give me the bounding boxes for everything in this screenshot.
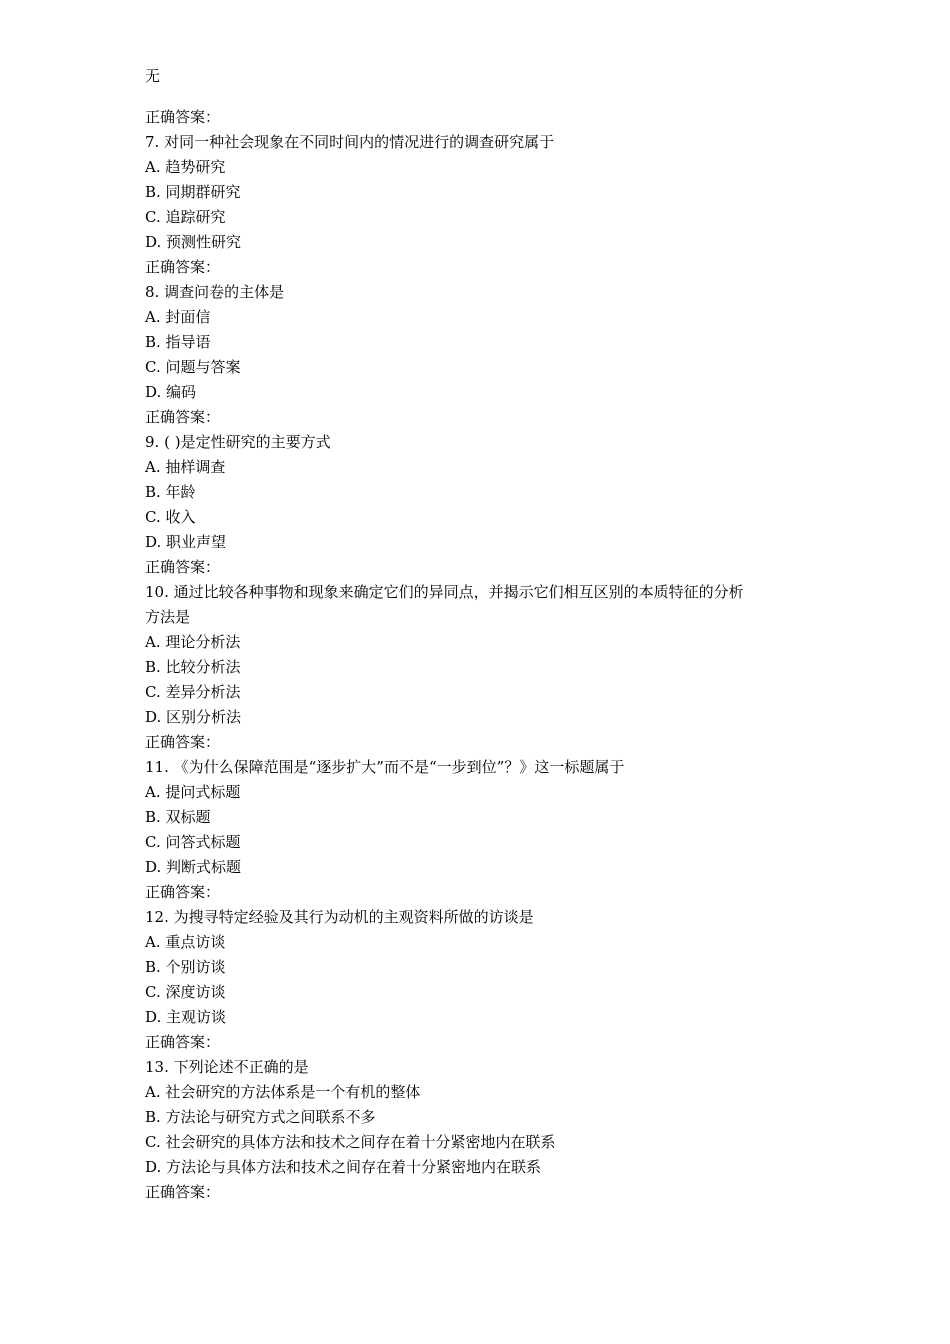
- question-text: 《为什么保障范围是“逐步扩大”而不是“一步到位”？》这一标题属于: [173, 758, 625, 776]
- option-d: D. 预测性研究: [145, 233, 242, 251]
- question-text: ( )是定性研究的主要方式: [164, 433, 331, 451]
- question-text: 通过比较各种事物和现象来确定它们的异同点，并揭示它们相互区别的本质特征的分析: [173, 583, 744, 601]
- answer-label: 正确答案：: [145, 108, 221, 126]
- answer-label: 正确答案：: [145, 408, 221, 426]
- answer-label: 正确答案：: [145, 258, 221, 276]
- question-number: 10.: [145, 583, 169, 601]
- option-c: C. 差异分析法: [145, 683, 241, 701]
- option-c: C. 问题与答案: [145, 358, 241, 376]
- option-a: A. 重点访谈: [145, 933, 226, 951]
- option-b: B. 个别访谈: [145, 958, 226, 976]
- question-number: 11.: [145, 758, 169, 776]
- question-number: 7.: [145, 133, 160, 151]
- answer-label: 正确答案：: [145, 1033, 221, 1051]
- option-a: A. 封面信: [145, 308, 211, 326]
- answer-label: 正确答案：: [145, 733, 221, 751]
- question-12-stem: [145, 905, 825, 930]
- question-7-stem: [145, 130, 825, 155]
- option-d: D. 职业声望: [145, 533, 227, 551]
- option-b: B. 双标题: [145, 808, 211, 826]
- option-d: D. 方法论与具体方法和技术之间存在着十分紧密地内在联系: [145, 1158, 542, 1176]
- question-number: 12.: [145, 908, 169, 926]
- option-d: D. 区别分析法: [145, 708, 242, 726]
- answer-label: 正确答案：: [145, 883, 221, 901]
- question-8-stem: [145, 280, 825, 305]
- question-text: 下列论述不正确的是: [173, 1058, 309, 1076]
- question-10-stem-continued: 方法是: [145, 608, 191, 626]
- option-b: B. 同期群研究: [145, 183, 241, 201]
- option-b: B. 年龄: [145, 483, 196, 501]
- option-c: C. 社会研究的具体方法和技术之间存在着十分紧密地内在联系: [145, 1133, 556, 1151]
- option-b: B. 比较分析法: [145, 658, 241, 676]
- question-13-stem: [145, 1055, 825, 1080]
- question-text: 对同一种社会现象在不同时间内的情况进行的调查研究属于: [164, 133, 555, 151]
- document-page: [145, 64, 825, 1205]
- option-a: A. 趋势研究: [145, 158, 226, 176]
- question-text: 调查问卷的主体是: [164, 283, 285, 301]
- option-b: B. 指导语: [145, 333, 211, 351]
- option-c: C. 收入: [145, 508, 196, 526]
- option-b: B. 方法论与研究方式之间联系不多: [145, 1108, 376, 1126]
- question-text: 为搜寻特定经验及其行为动机的主观资料所做的访谈是: [173, 908, 534, 926]
- answer-label: 正确答案：: [145, 558, 221, 576]
- option-c: C. 深度访谈: [145, 983, 226, 1001]
- option-a: A. 提问式标题: [145, 783, 241, 801]
- option-a: A. 理论分析法: [145, 633, 241, 651]
- option-a: A. 社会研究的方法体系是一个有机的整体: [145, 1083, 421, 1101]
- question-9-stem: [145, 430, 825, 455]
- answer-label: 正确答案：: [145, 1183, 221, 1201]
- option-d: D. 判断式标题: [145, 858, 242, 876]
- question-10-stem: [145, 580, 825, 605]
- option-a: A. 抽样调查: [145, 458, 226, 476]
- option-c: C. 问答式标题: [145, 833, 241, 851]
- option-c: C. 追踪研究: [145, 208, 226, 226]
- previous-answer-text: 无: [145, 67, 161, 85]
- question-number: 13.: [145, 1058, 169, 1076]
- question-11-stem: [145, 755, 825, 780]
- option-d: D. 主观访谈: [145, 1008, 227, 1026]
- option-d: D. 编码: [145, 383, 197, 401]
- question-number: 8.: [145, 283, 160, 301]
- question-number: 9.: [145, 433, 160, 451]
